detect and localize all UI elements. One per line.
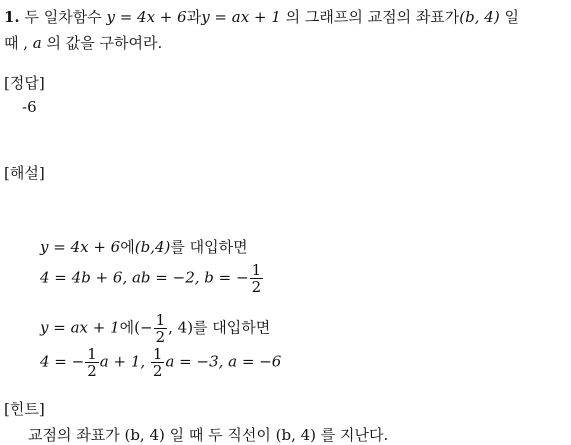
fraction-numerator: 1 (155, 311, 166, 329)
fraction-denominator: 2 (155, 328, 166, 346)
solution-equation: y = ax + 1 (40, 318, 120, 337)
solution-point-open: (− (134, 318, 153, 337)
solution-equation: a = −3, a = −6 (165, 352, 282, 371)
fraction-one-half (250, 262, 264, 295)
solution-heading: [해설] (4, 164, 45, 182)
problem-text: 두 일차함수 (24, 8, 107, 26)
solution-equation: y = 4x + 6 (40, 238, 121, 256)
fraction-one-half (154, 312, 168, 345)
fraction-one-half (151, 346, 165, 379)
solution-line-1 (40, 236, 248, 257)
answer-value: -6 (22, 98, 37, 116)
fraction-one-half (85, 346, 99, 379)
problem-number: 1. (4, 8, 20, 26)
fraction-numerator: 1 (251, 261, 262, 279)
solution-equation: 4 = − (40, 352, 85, 371)
problem-text: 의 값을 구하여라. (41, 34, 163, 52)
equation-2: y = ax + 1 (201, 8, 281, 26)
solution-point: (b,4) (134, 238, 171, 256)
solution-text: 에 (120, 238, 135, 256)
variable-a: a (32, 34, 42, 52)
solution-line-2 (40, 262, 264, 295)
problem-line-2 (4, 32, 162, 53)
fraction-numerator: 1 (87, 345, 97, 363)
answer-heading: [정답] (4, 74, 45, 92)
problem-text: 과 (186, 8, 202, 26)
intersection-point: (b, 4) (459, 8, 500, 26)
fraction-denominator: 2 (152, 362, 163, 380)
equation-1: y = 4x + 6 (106, 8, 187, 26)
hint-heading: [힌트] (4, 400, 45, 418)
solution-text: 에 (119, 318, 135, 337)
problem-text: 때 , (4, 34, 33, 52)
solution-equation: a + 1, (99, 352, 150, 371)
problem-text: 의 그래프의 교점의 좌표가 (280, 8, 460, 26)
problem-text: 일 (499, 8, 519, 26)
hint-text: 교점의 좌표가 (b, 4) 일 때 두 직선이 (b, 4) 를 지난다. (28, 426, 389, 444)
problem-line-1 (4, 6, 519, 27)
fraction-denominator: 2 (87, 362, 97, 380)
solution-line-3 (40, 312, 270, 345)
solution-equation: 4 = 4b + 6, ab = −2, b = − (40, 268, 249, 287)
solution-text: 를 대입하면 (170, 238, 248, 256)
solution-point-close: , 4) (168, 318, 194, 337)
solution-text: 를 대입하면 (193, 318, 271, 337)
fraction-denominator: 2 (251, 278, 262, 296)
fraction-numerator: 1 (152, 345, 163, 363)
solution-line-4 (40, 346, 281, 379)
